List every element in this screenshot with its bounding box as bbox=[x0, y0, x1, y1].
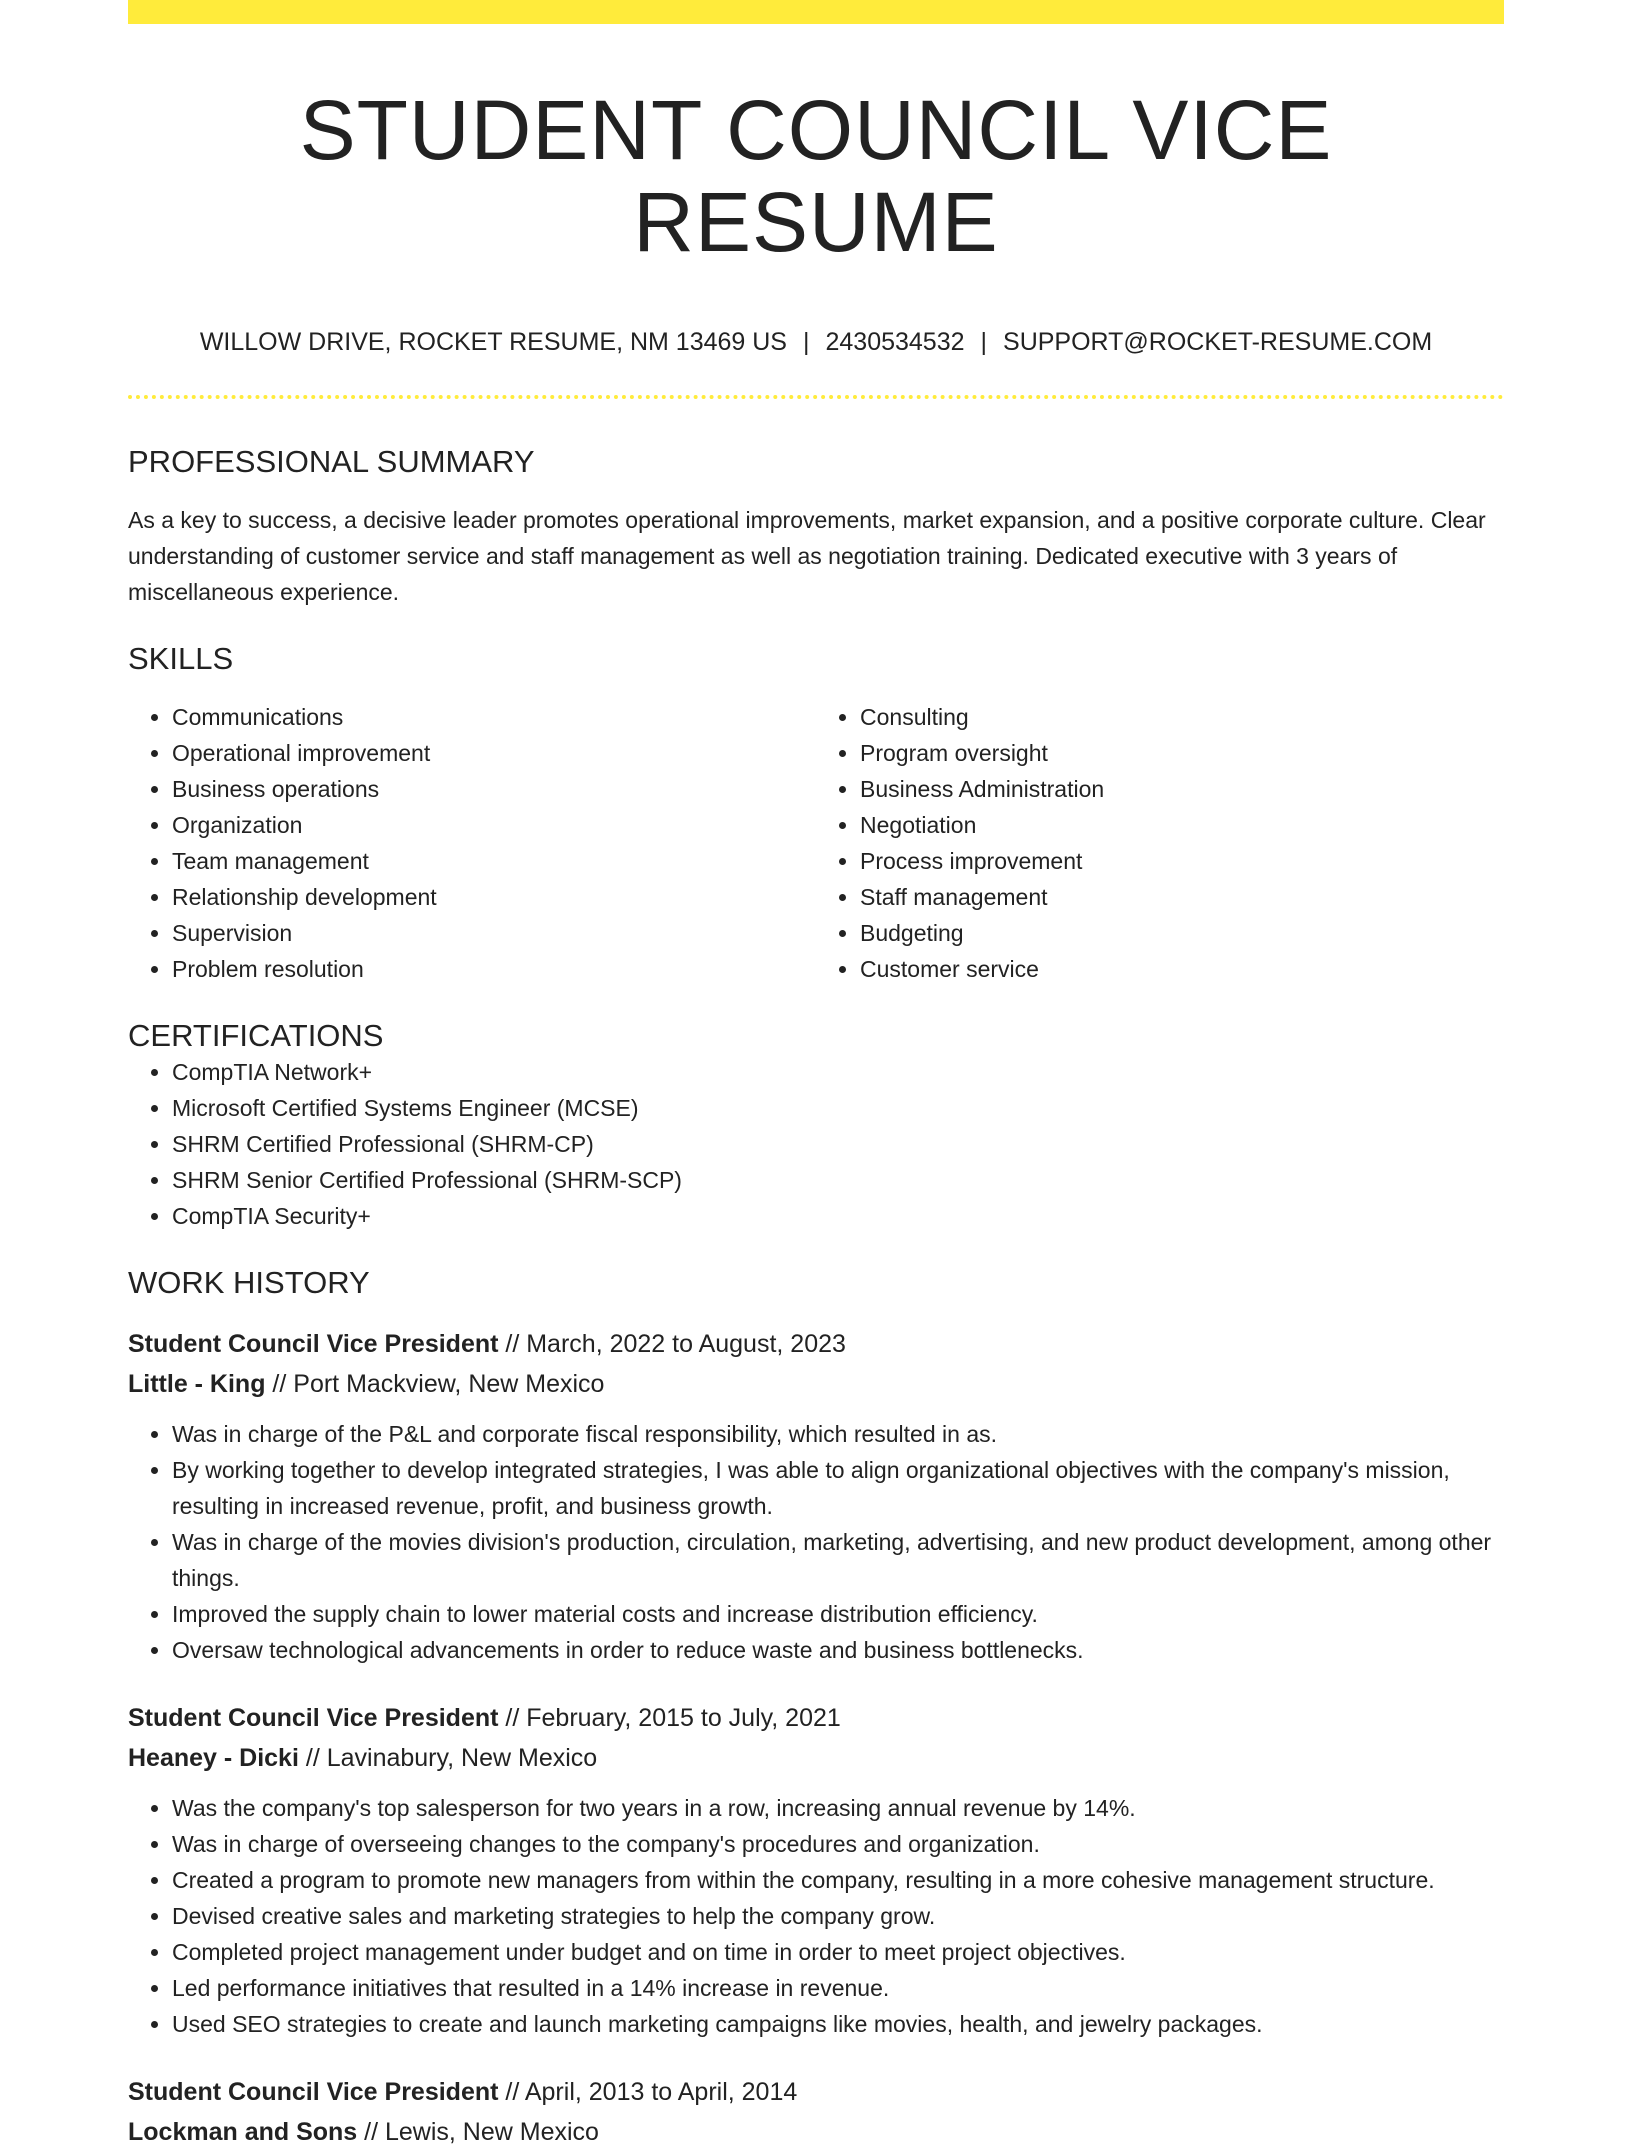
skill-item: • Staff management bbox=[860, 879, 1504, 915]
certification-item: • SHRM Certified Professional (SHRM-CP) bbox=[172, 1126, 1504, 1162]
job-bullet: • Completed project management under budget and on time in order to meet project objectives. bbox=[172, 1934, 1504, 1970]
skill-item: • Process improvement bbox=[860, 843, 1504, 879]
job-company: Little - King bbox=[128, 1369, 266, 1398]
skill-item: • Communications bbox=[172, 699, 816, 735]
skill-item: • Problem resolution bbox=[172, 951, 816, 987]
skill-item: • Budgeting bbox=[860, 915, 1504, 951]
job-bullet: • Led performance initiatives that resulted in a 14% increase in revenue. bbox=[172, 1970, 1504, 2006]
skill-item: • Customer service bbox=[860, 951, 1504, 987]
job-bullet: • Was in charge of the movies division's production, circulation, marketing, advertising, and new product development, among other things. bbox=[172, 1524, 1504, 1596]
skills-heading: SKILLS bbox=[128, 640, 234, 676]
job-bullet: • Devised creative sales and marketing strategies to help the company grow. bbox=[172, 1898, 1504, 1934]
job-role: Student Council Vice President bbox=[128, 2077, 499, 2106]
job-bullet: • By working together to develop integrated strategies, I was able to align organizational objectives with the company's mission, resulting in increased revenue, profit, and business growth. bbox=[172, 1452, 1504, 1524]
skill-item: • Team management bbox=[172, 843, 816, 879]
contact-separator: | bbox=[980, 327, 988, 356]
skills-list-left bbox=[128, 699, 816, 987]
resume-title: STUDENT COUNCIL VICE RESUME bbox=[299, 83, 1333, 270]
contact-phone: 2430534532 bbox=[825, 327, 965, 356]
skill-item: • Program oversight bbox=[860, 735, 1504, 771]
work-history-heading: WORK HISTORY bbox=[128, 1265, 370, 1301]
skills-grid bbox=[128, 699, 1504, 987]
job-bullet: • Used SEO strategies to create and launch marketing campaigns like movies, health, and jewelry packages. bbox=[172, 2006, 1504, 2042]
skill-item: • Negotiation bbox=[860, 807, 1504, 843]
job-company-line bbox=[128, 1364, 1504, 1404]
job-dates: // March, 2022 to August, 2023 bbox=[498, 1329, 846, 1358]
contact-address: WILLOW DRIVE, ROCKET RESUME, NM 13469 US bbox=[199, 327, 787, 356]
job-bullet: • Was in charge of overseeing changes to the company's procedures and organization. bbox=[172, 1826, 1504, 1862]
skill-item: • Operational improvement bbox=[172, 735, 816, 771]
summary-text: As a key to success, a decisive leader promotes operational improvements, market expansion, and a positive corporate culture. Clear understanding of customer service and staff management as well as negotiation training. Dedicated executive with 3 years of miscellaneous experience. bbox=[128, 506, 1486, 605]
job-bullet: • Created a program to promote new managers from within the company, resulting in a more cohesive management structure. bbox=[172, 1862, 1504, 1898]
contact-line bbox=[128, 327, 1504, 357]
job-company: Lockman and Sons bbox=[128, 2117, 358, 2146]
job-role-line bbox=[128, 1324, 1504, 1364]
job-dates: // February, 2015 to July, 2021 bbox=[498, 1703, 841, 1732]
job-bullet: • Oversaw technological advancements in order to reduce waste and business bottlenecks. bbox=[172, 1632, 1504, 1668]
summary-heading: PROFESSIONAL SUMMARY bbox=[128, 443, 535, 479]
job-role: Student Council Vice President bbox=[128, 1703, 499, 1732]
job-location: // Lewis, New Mexico bbox=[357, 2117, 599, 2146]
job-location: // Port Mackview, New Mexico bbox=[265, 1369, 605, 1398]
job-bullets bbox=[128, 1416, 1504, 1668]
job-company-line bbox=[128, 2112, 1504, 2152]
job-company: Heaney - Dicki bbox=[128, 1743, 299, 1772]
job-entry bbox=[128, 1324, 1504, 1668]
certifications-heading: CERTIFICATIONS bbox=[128, 1018, 384, 1054]
job-bullet: • Was in charge of the P&L and corporate fiscal responsibility, which resulted in as. bbox=[172, 1416, 1504, 1452]
certifications-list bbox=[128, 1054, 1504, 1234]
skill-item: • Business Administration bbox=[860, 771, 1504, 807]
certification-item: • Microsoft Certified Systems Engineer (MCSE) bbox=[172, 1090, 1504, 1126]
job-dates: // April, 2013 to April, 2014 bbox=[498, 2077, 798, 2106]
job-entry bbox=[128, 1698, 1504, 2042]
contact-email: SUPPORT@ROCKET-RESUME.COM bbox=[1003, 327, 1433, 356]
certification-item: • SHRM Senior Certified Professional (SHRM-SCP) bbox=[172, 1162, 1504, 1198]
certification-item: • CompTIA Security+ bbox=[172, 1198, 1504, 1234]
skill-item: • Supervision bbox=[172, 915, 816, 951]
job-location: // Lavinabury, New Mexico bbox=[298, 1743, 598, 1772]
skill-item: • Organization bbox=[172, 807, 816, 843]
header-divider bbox=[128, 395, 1504, 399]
skill-item: • Business operations bbox=[172, 771, 816, 807]
job-role-line bbox=[128, 1698, 1504, 1738]
job-bullets bbox=[128, 1790, 1504, 2042]
skills-list-right bbox=[816, 699, 1504, 987]
certification-item: • CompTIA Network+ bbox=[172, 1054, 1504, 1090]
job-company-line bbox=[128, 1738, 1504, 1778]
skill-item: • Relationship development bbox=[172, 879, 816, 915]
job-bullet: • Improved the supply chain to lower material costs and increase distribution efficiency. bbox=[172, 1596, 1504, 1632]
top-accent-bar bbox=[128, 0, 1504, 24]
job-bullet: • Was the company's top salesperson for two years in a row, increasing annual revenue by 14%. bbox=[172, 1790, 1504, 1826]
contact-separator: | bbox=[802, 327, 810, 356]
job-role-line bbox=[128, 2072, 1504, 2112]
resume-page bbox=[128, 0, 1504, 2152]
job-role: Student Council Vice President bbox=[128, 1329, 499, 1358]
skill-item: • Consulting bbox=[860, 699, 1504, 735]
